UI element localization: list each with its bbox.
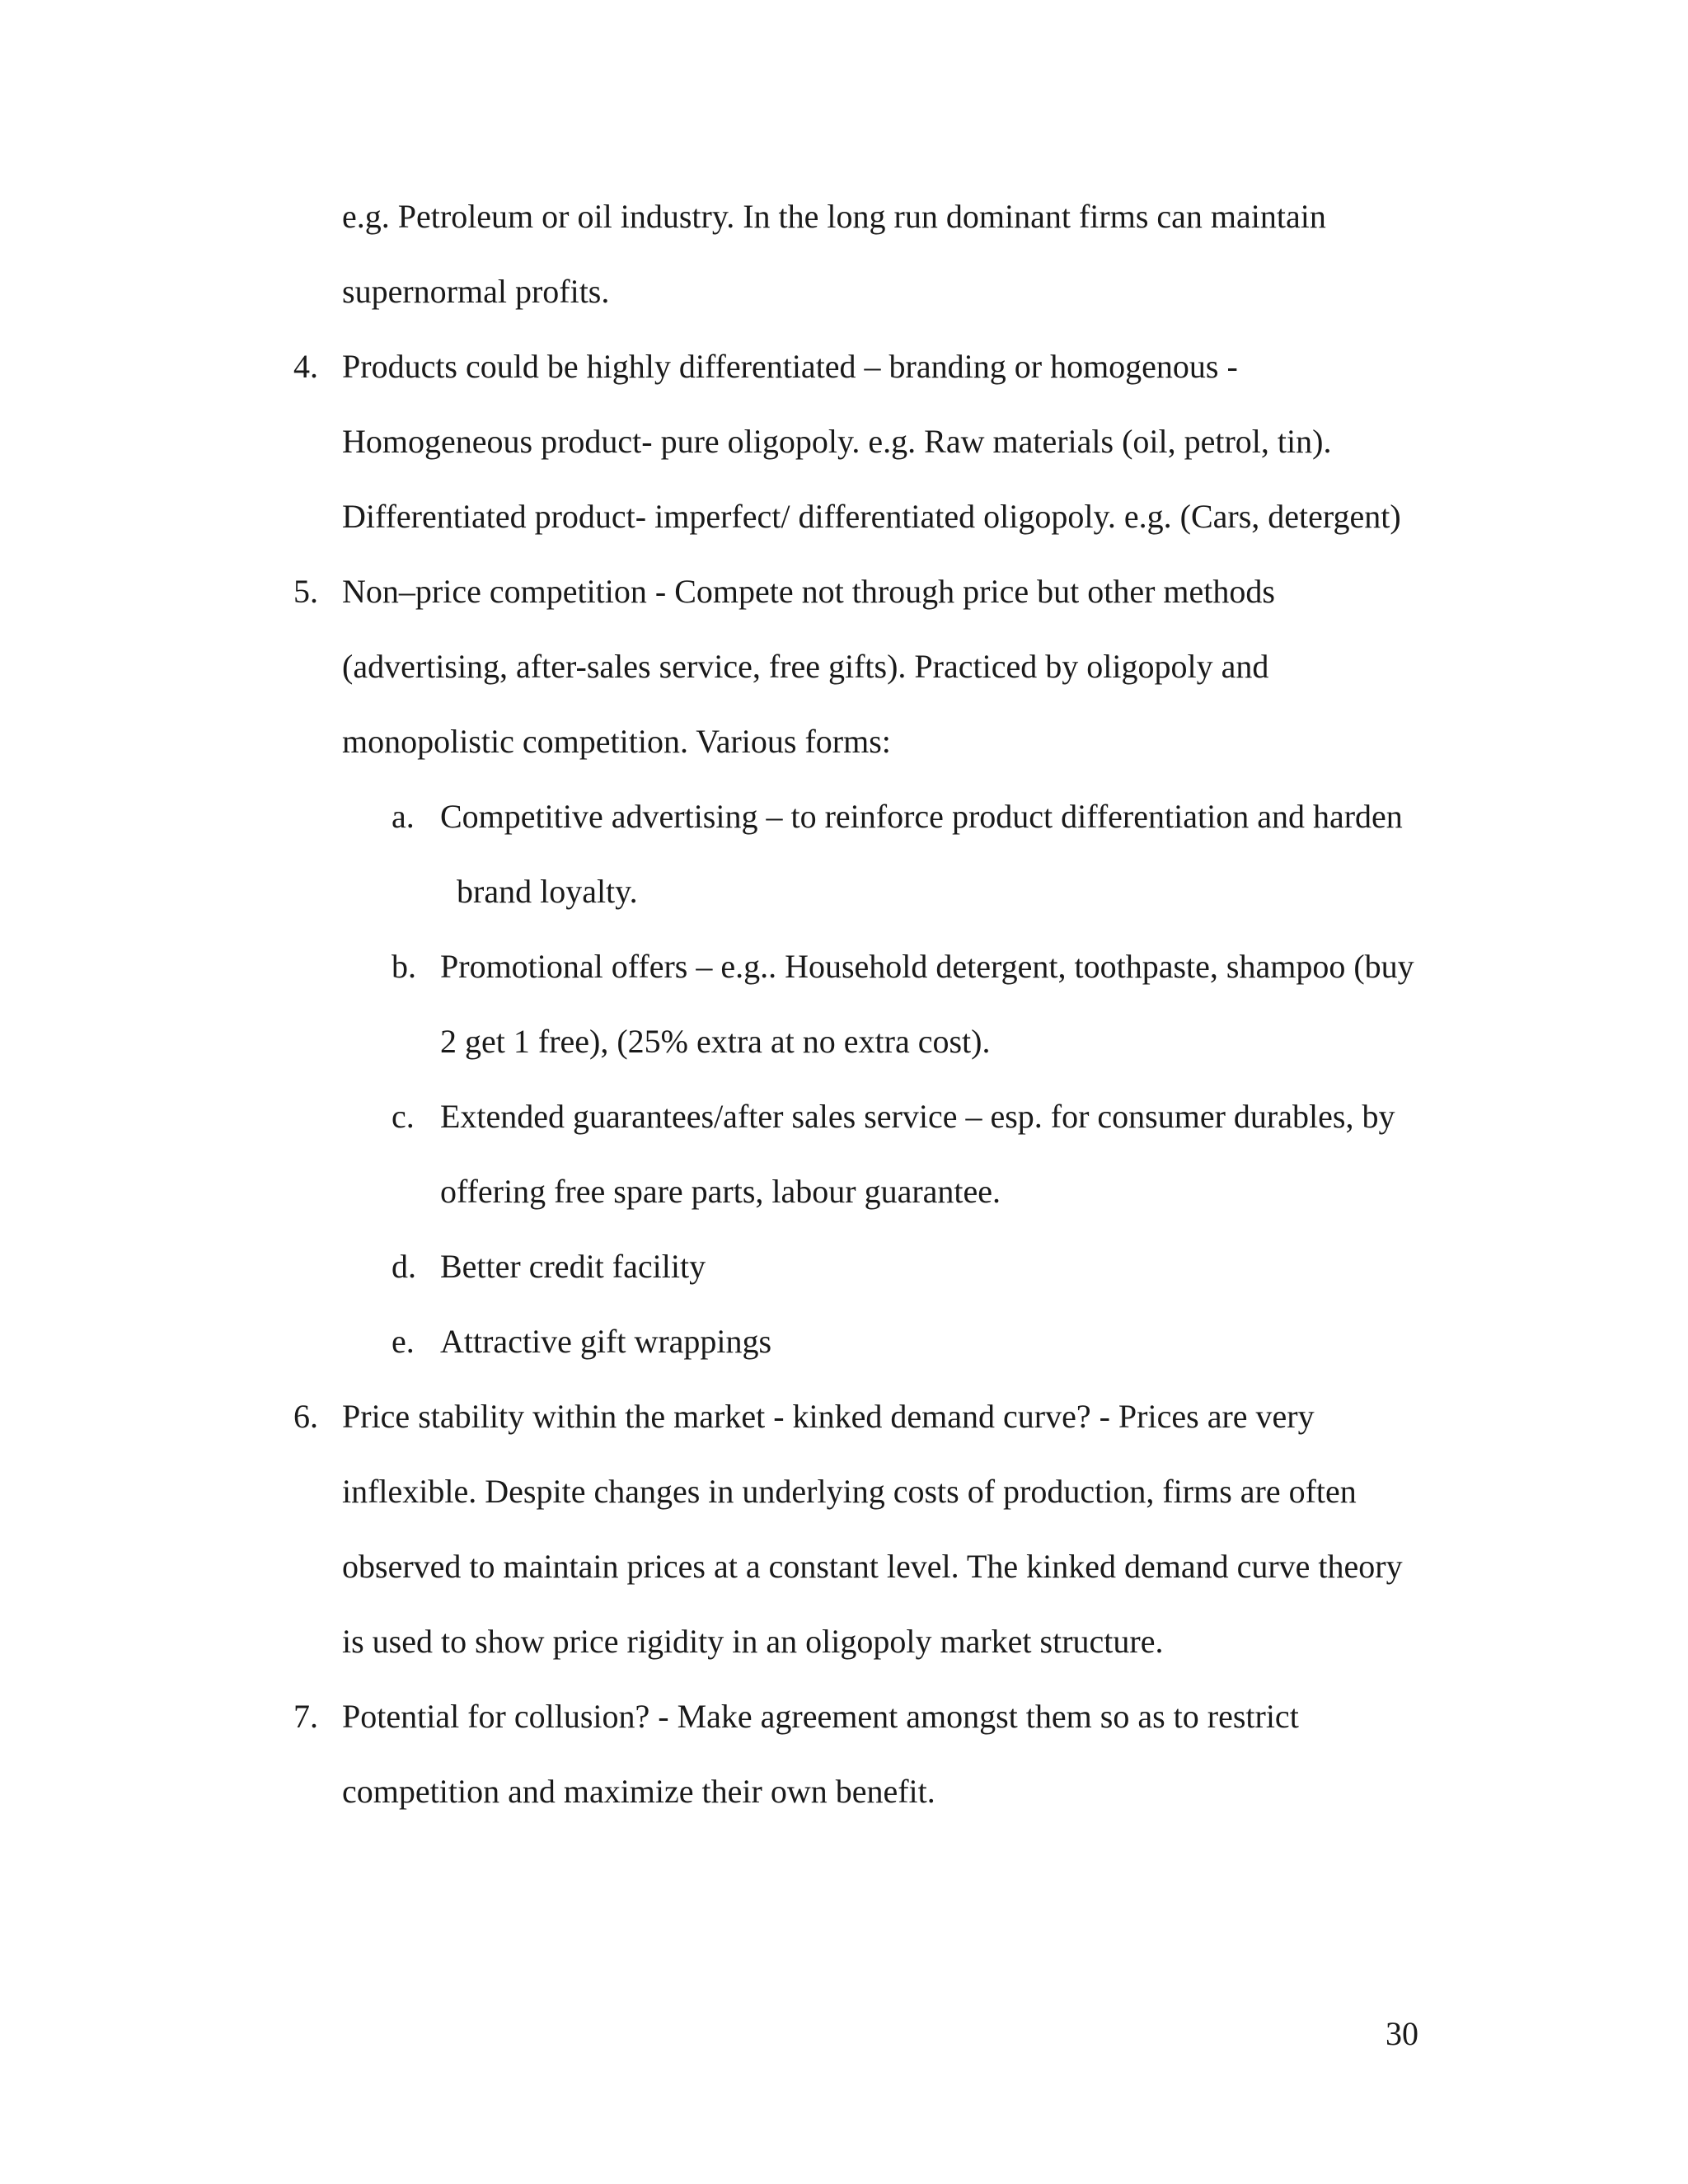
subitem-b-line-2: 2 get 1 free), (25% extra at no extra cost).: [440, 1023, 991, 1060]
intro-line-2: supernormal profits.: [342, 273, 610, 310]
item-7-line-1: Potential for collusion? - Make agreement amongst them so as to restrict: [342, 1698, 1299, 1735]
item-5-line-3: monopolistic competition. Various forms:: [342, 723, 891, 760]
item-6-line-3: observed to maintain prices at a constant level. The kinked demand curve theory: [342, 1548, 1403, 1585]
item-4-line-1: Products could be highly differentiated – branding or homogenous -: [342, 348, 1238, 385]
subitem-d-marker: d.: [392, 1248, 416, 1285]
subitem-b-marker: b.: [392, 948, 416, 985]
subitem-a-marker: a.: [392, 798, 415, 835]
item-4-marker: 4.: [293, 348, 318, 385]
item-5-marker: 5.: [293, 573, 318, 610]
item-6-line-1: Price stability within the market - kinked demand curve? - Prices are very: [342, 1398, 1315, 1435]
subitem-c-marker: c.: [392, 1098, 415, 1135]
subitem-c-line-2: offering free spare parts, labour guarantee.: [440, 1173, 1001, 1210]
item-5-line-2: (advertising, after-sales service, free gifts). Practiced by oligopoly and: [342, 648, 1269, 685]
item-5-line-1: Non–price competition - Compete not through price but other methods: [342, 573, 1275, 610]
item-6-marker: 6.: [293, 1398, 318, 1435]
page-number: 30: [1386, 2015, 1418, 2052]
subitem-e-marker: e.: [392, 1323, 415, 1360]
subitem-d-line-1: Better credit facility: [440, 1248, 706, 1285]
subitem-a-line-1: Competitive advertising – to reinforce product differentiation and harden: [440, 798, 1403, 835]
item-7-line-2: competition and maximize their own benefit.: [342, 1773, 935, 1810]
item-6-line-4: is used to show price rigidity in an oligopoly market structure.: [342, 1623, 1164, 1660]
item-4-line-3: Differentiated product- imperfect/ differentiated oligopoly. e.g. (Cars, detergent): [342, 498, 1401, 535]
subitem-e-line-1: Attractive gift wrappings: [440, 1323, 772, 1360]
intro-line-1: e.g. Petroleum or oil industry. In the long run dominant firms can maintain: [342, 198, 1326, 235]
item-6-line-2: inflexible. Despite changes in underlying costs of production, firms are often: [342, 1473, 1357, 1510]
subitem-c-line-1: Extended guarantees/after sales service – esp. for consumer durables, by: [440, 1098, 1395, 1135]
item-7-marker: 7.: [293, 1698, 318, 1735]
subitem-b-line-1: Promotional offers – e.g.. Household detergent, toothpaste, shampoo (buy: [440, 948, 1414, 985]
item-4-line-2: Homogeneous product- pure oligopoly. e.g. Raw materials (oil, petrol, tin).: [342, 423, 1332, 460]
subitem-a-line-2: brand loyalty.: [457, 873, 638, 910]
